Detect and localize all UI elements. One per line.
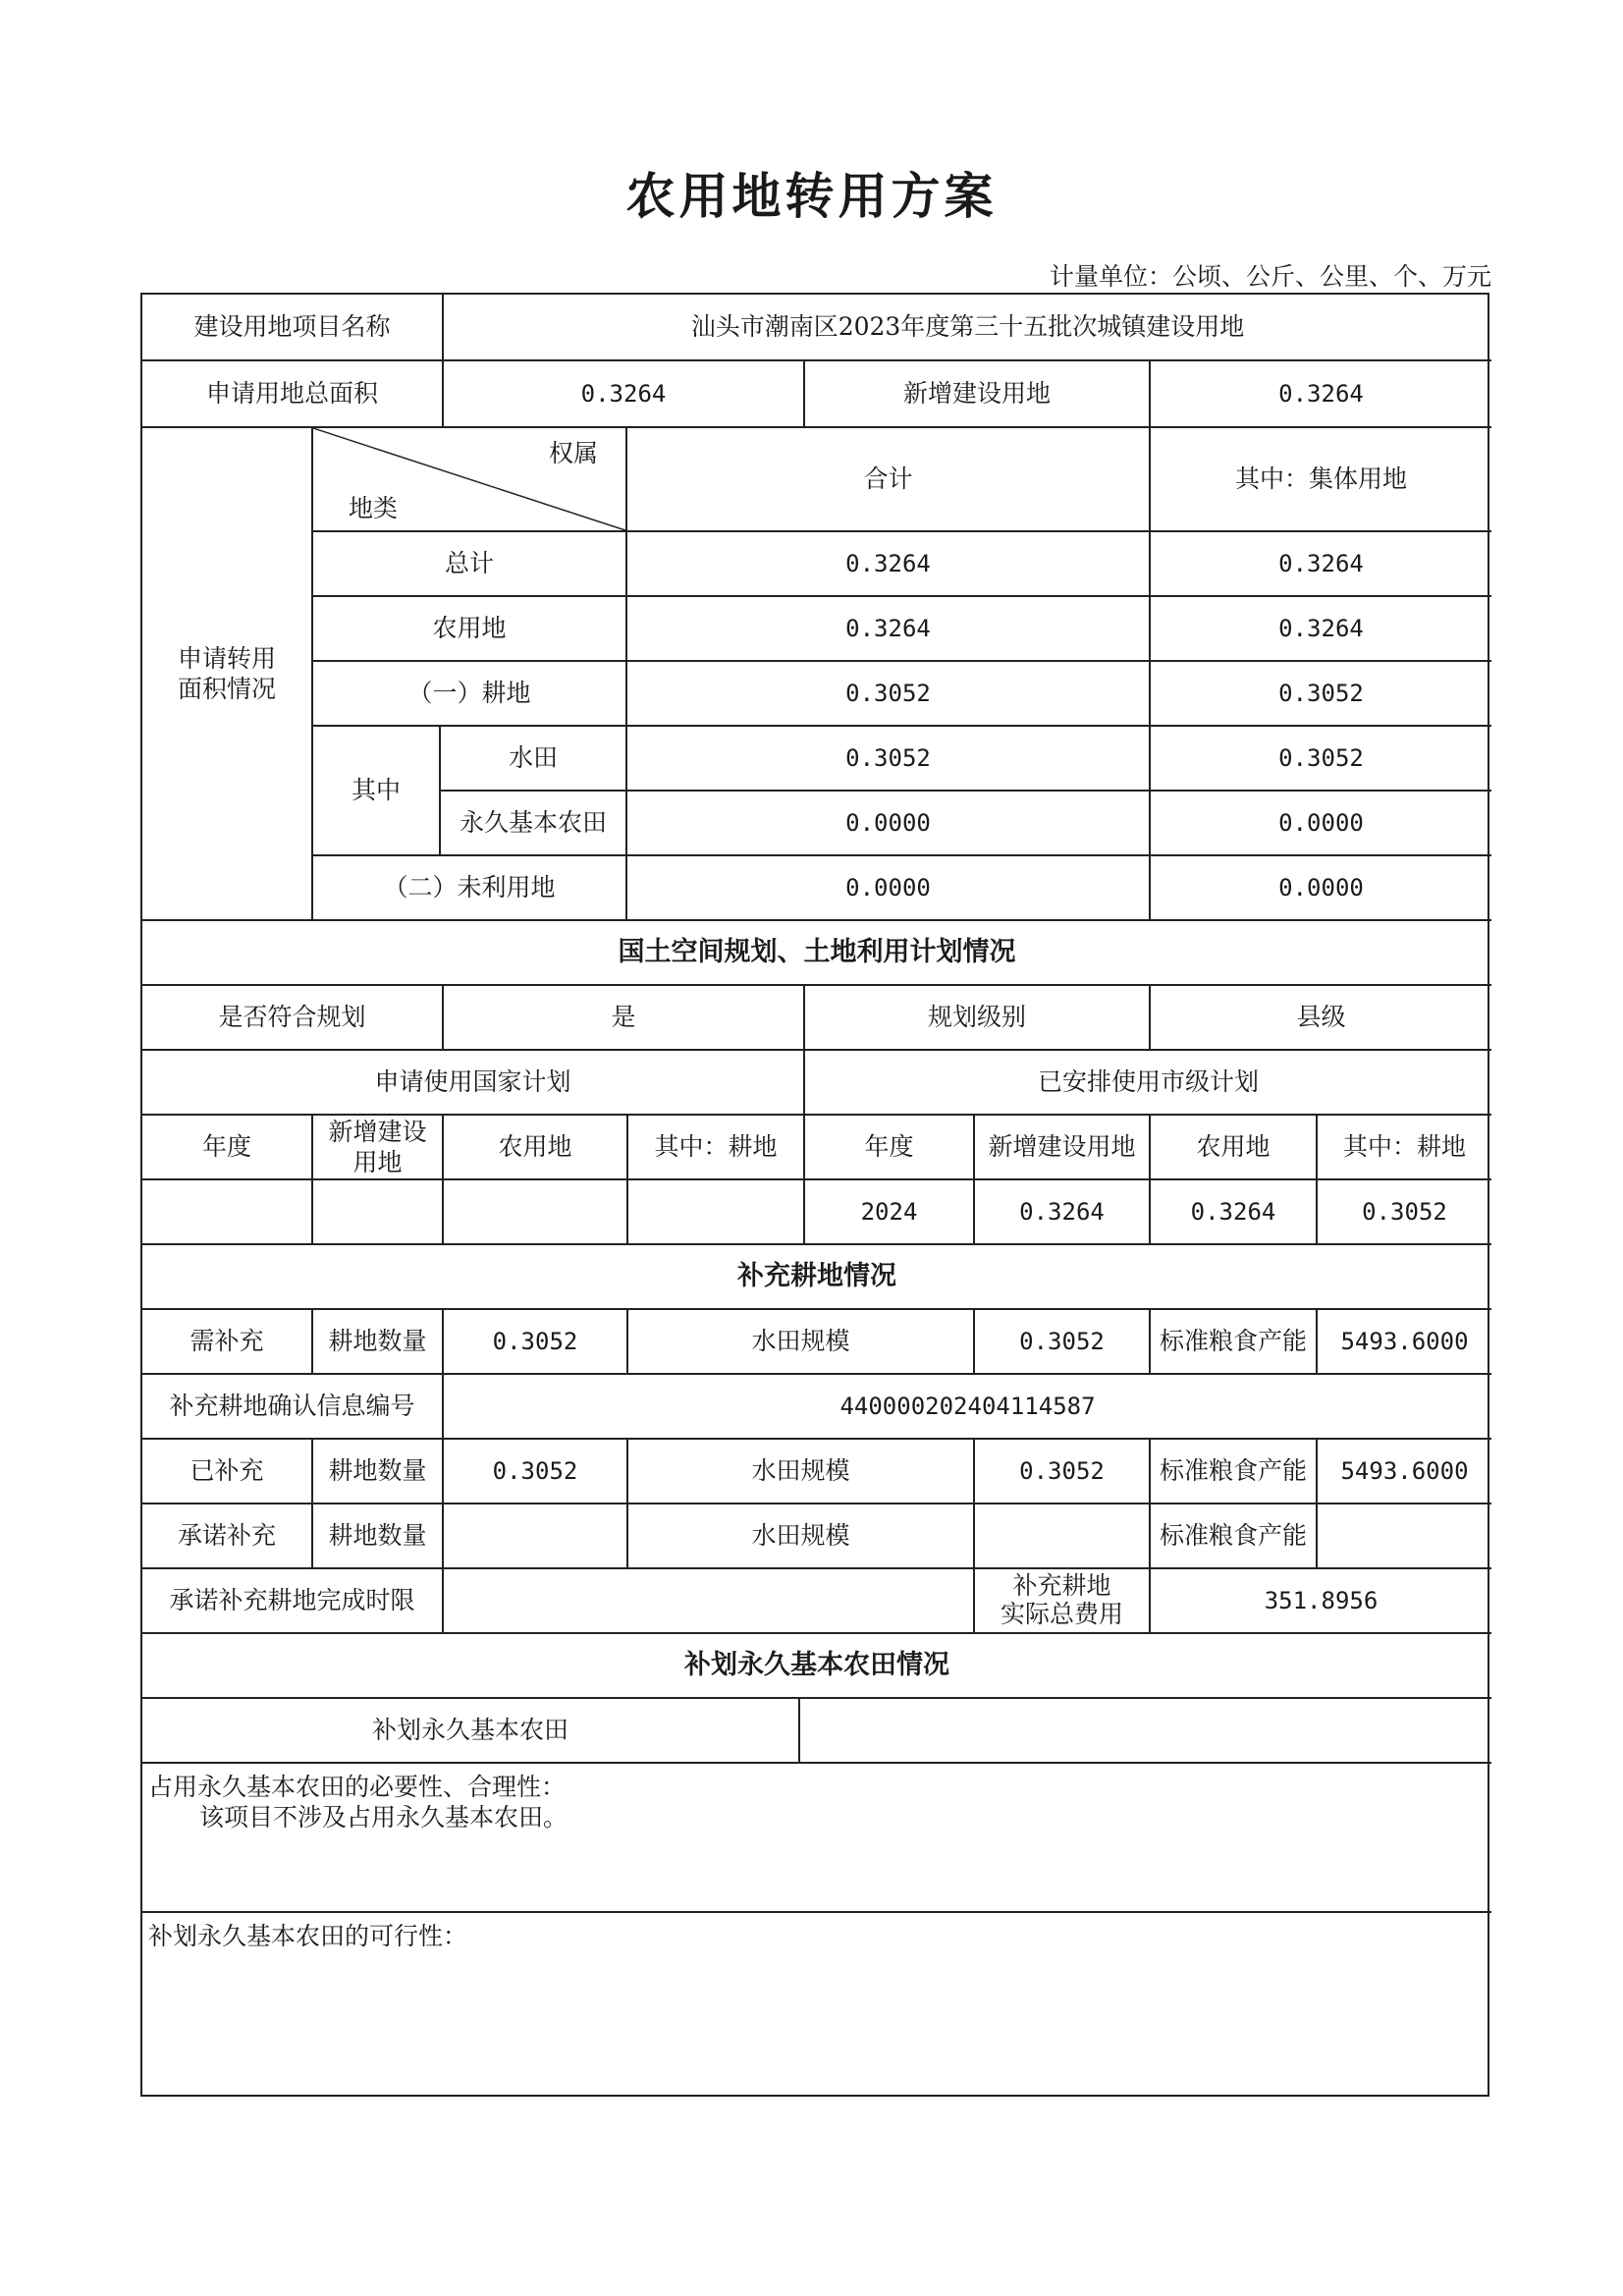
row-agricultural-collective: 0.3264 [1151,597,1491,662]
plan-val-agricultural [444,1180,628,1245]
row-total-sum: 0.3264 [627,532,1151,597]
done-grain-label: 标准粮食产能 [1151,1440,1318,1504]
total-area-value: 0.3264 [444,361,805,428]
supplement-heading: 补充耕地情况 [142,1245,1491,1310]
plan-val-agricultural-city: 0.3264 [1151,1180,1318,1245]
cost-value: 351.8956 [1151,1569,1491,1634]
deadline-label: 承诺补充耕地完成时限 [142,1569,444,1634]
row-label-farmland: （一）耕地 [313,662,627,727]
row-label-agricultural: 农用地 [313,597,627,662]
col-total-header: 合计 [627,428,1151,532]
corner-land-type: 地类 [349,494,399,522]
plan-col-new-construction-city: 新增建设用地 [975,1116,1151,1180]
row-farmland-sum: 0.3052 [627,662,1151,727]
promise-paddy-label: 水田规模 [628,1504,975,1569]
feasibility-label: 补划永久基本农田的可行性： [148,1922,468,1950]
row-farmland-collective: 0.3052 [1151,662,1491,727]
promise-paddy-value [975,1504,1151,1569]
plan-val-year-city: 2024 [805,1180,975,1245]
basic-farmland-heading: 补划永久基本农田情况 [142,1634,1491,1699]
plan-level-label: 规划级别 [805,986,1151,1051]
need-qty-value: 0.3052 [444,1310,628,1375]
new-construction-label: 新增建设用地 [805,361,1151,428]
new-construction-value: 0.3264 [1151,361,1491,428]
necessity-text: 该项目不涉及占用永久基本农田。 [199,1803,568,1832]
promise-grain-value [1318,1504,1491,1569]
plan-col-year-city: 年度 [805,1116,975,1180]
row-basic-farmland-collective: 0.0000 [1151,792,1491,856]
done-paddy-value: 0.3052 [975,1440,1151,1504]
deadline-value [444,1569,975,1634]
need-paddy-label: 水田规模 [628,1310,975,1375]
row-paddy-sum: 0.3052 [627,727,1151,792]
row-unused-sum: 0.0000 [627,856,1151,921]
necessity-block [142,1764,1491,1913]
row-total-collective: 0.3264 [1151,532,1491,597]
done-paddy-label: 水田规模 [628,1440,975,1504]
need-qty-label: 耕地数量 [313,1310,444,1375]
row-label-paddy: 水田 [441,727,627,792]
project-name-label: 建设用地项目名称 [142,295,444,361]
promise-qty-value [444,1504,628,1569]
conversion-section-label: 申请转用 面积情况 [142,428,313,921]
plan-col-agricultural-city: 农用地 [1151,1116,1318,1180]
basic-farmland-value [800,1699,1491,1764]
unit-note: 计量单位：公顷、公斤、公里、个、万元 [1049,262,1491,291]
done-qty-label: 耕地数量 [313,1440,444,1504]
promise-label: 承诺补充 [142,1504,313,1569]
confirm-no-label: 补充耕地确认信息编号 [142,1375,444,1440]
row-paddy-collective: 0.3052 [1151,727,1491,792]
plan-col-farmland: 其中：耕地 [628,1116,805,1180]
row-basic-farmland-sum: 0.0000 [627,792,1151,856]
diagonal-header-cell [313,428,627,532]
project-name-value: 汕头市潮南区2023年度第三十五批次城镇建设用地 [444,295,1491,361]
promise-grain-label: 标准粮食产能 [1151,1504,1318,1569]
compliance-label: 是否符合规划 [142,986,444,1051]
plan-val-farmland-city: 0.3052 [1318,1180,1491,1245]
plan-col-new-construction: 新增建设 用地 [313,1116,444,1180]
feasibility-block [142,1913,1491,2095]
need-grain-label: 标准粮食产能 [1151,1310,1318,1375]
plan-col-agricultural: 农用地 [444,1116,628,1180]
row-label-unused: （二）未利用地 [313,856,627,921]
done-grain-value: 5493.6000 [1318,1440,1491,1504]
planning-heading: 国土空间规划、土地利用计划情况 [142,921,1491,986]
document-title: 农用地转用方案 [625,167,998,225]
row-agricultural-sum: 0.3264 [627,597,1151,662]
need-paddy-value: 0.3052 [975,1310,1151,1375]
done-qty-value: 0.3052 [444,1440,628,1504]
done-label: 已补充 [142,1440,313,1504]
national-plan-label: 申请使用国家计划 [142,1051,805,1116]
need-grain-value: 5493.6000 [1318,1310,1491,1375]
row-unused-collective: 0.0000 [1151,856,1491,921]
plan-val-year [142,1180,313,1245]
total-area-label: 申请用地总面积 [142,361,444,428]
plan-level-value: 县级 [1151,986,1491,1051]
plan-col-farmland-city: 其中：耕地 [1318,1116,1491,1180]
land-conversion-form [140,293,1489,2097]
row-label-of-which: 其中 [313,727,441,856]
col-collective-header: 其中：集体用地 [1151,428,1491,532]
promise-qty-label: 耕地数量 [313,1504,444,1569]
necessity-label: 占用永久基本农田的必要性、合理性： [148,1773,567,1801]
confirm-no-value: 440000202404114587 [444,1375,1491,1440]
plan-col-year: 年度 [142,1116,313,1180]
corner-ownership: 权属 [549,439,599,467]
plan-val-new-construction [313,1180,444,1245]
compliance-value: 是 [444,986,805,1051]
basic-farmland-label: 补划永久基本农田 [142,1699,800,1764]
city-plan-label: 已安排使用市级计划 [805,1051,1491,1116]
row-label-total: 总计 [313,532,627,597]
row-label-basic-farmland: 永久基本农田 [441,792,627,856]
need-label: 需补充 [142,1310,313,1375]
plan-val-new-construction-city: 0.3264 [975,1180,1151,1245]
cost-label: 补充耕地 实际总费用 [975,1569,1151,1634]
plan-val-farmland [628,1180,805,1245]
